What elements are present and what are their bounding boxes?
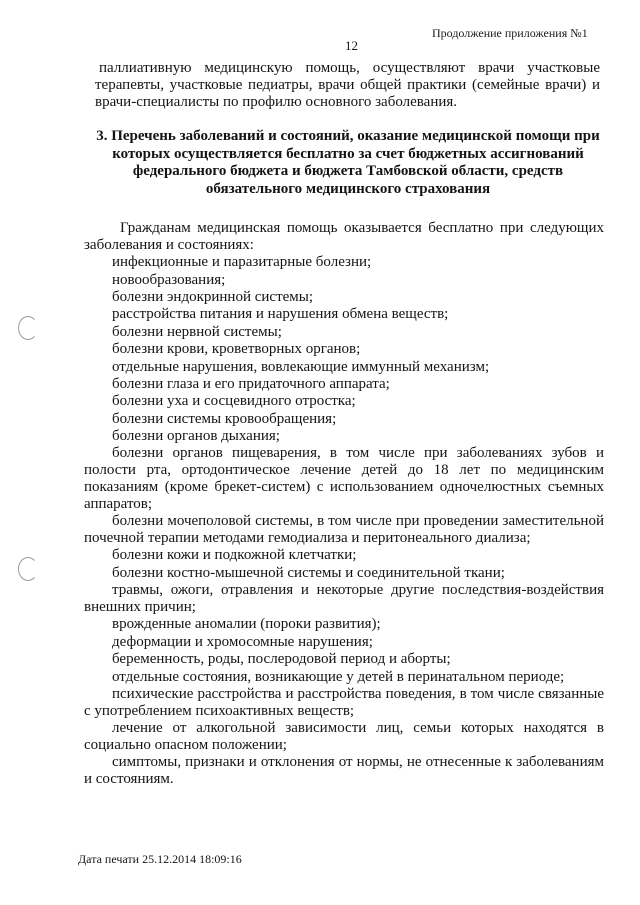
list-item: болезни системы кровообращения; <box>112 410 337 427</box>
print-date: Дата печати 25.12.2014 18:09:16 <box>78 852 242 866</box>
lead-paragraph: Гражданам медицинская помощь оказывается бесплатно при следующих заболевания и состояниях: <box>84 220 604 253</box>
list-item: деформации и хромосомные нарушения; <box>112 633 373 650</box>
diseases-list <box>84 220 604 789</box>
list-item: расстройства питания и нарушения обмена веществ; <box>112 306 449 323</box>
list-item: болезни органов пищеварения, в том числе при заболеваниях зубов и полости рта, ортодонтическое лечение детей до 18 лет по медицинским показаниям (кроме брекет-систем) с использованием одночелюстных съемных аппаратов; <box>84 445 604 512</box>
punch-hole-mark <box>18 557 38 581</box>
list-item: психические расстройства и расстройства поведения, в том числе связанные с употреблением психоактивных веществ; <box>84 685 604 719</box>
list-item: новообразования; <box>112 271 226 288</box>
list-item: болезни нервной системы; <box>112 323 282 340</box>
list-item: отдельные состояния, возникающие у детей в перинатальном периоде; <box>112 668 565 685</box>
list-item: лечение от алкогольной зависимости лиц, семьи которых находятся в социально опасном положении; <box>84 720 604 753</box>
list-item: болезни глаза и его придаточного аппарата; <box>112 375 390 392</box>
list-item: инфекционные и паразитарные болезни; <box>112 254 372 271</box>
section-heading: 3. Перечень заболеваний и состояний, оказание медицинской помощи при которых осуществляется бесплатно за счет бюджетных ассигнований федерального бюджета и бюджета Тамбовской области, средств обязательного медицинского страхования <box>96 128 600 197</box>
appendix-note: Продолжение приложения №1 <box>432 26 588 40</box>
list-item: симптомы, признаки и отклонения от нормы, не отнесенные к заболеваниям и состояниям. <box>84 754 604 788</box>
list-item: врожденные аномалии (пороки развития); <box>112 616 381 633</box>
page-number: 12 <box>345 38 358 53</box>
list-item: болезни костно-мышечной системы и соединительной ткани; <box>112 564 505 581</box>
punch-hole-mark <box>18 316 38 340</box>
list-item: болезни кожи и подкожной клетчатки; <box>112 547 357 564</box>
list-item: беременность, роды, послеродовой период и аборты; <box>112 651 451 668</box>
list-item: болезни крови, кроветворных органов; <box>112 341 361 358</box>
list-item: болезни органов дыхания; <box>112 428 280 445</box>
list-item: болезни уха и сосцевидного отростка; <box>112 393 356 410</box>
intro-paragraph: паллиативную медицинскую помощь, осуществляют врачи участковые терапевты, участковые педиатры, врачи общей практики (семейные врачи) и врачи-специалисты по профилю основного заболевания. <box>95 60 600 110</box>
list-item: отдельные нарушения, вовлекающие иммунный механизм; <box>112 358 490 375</box>
intro-paragraph-block <box>95 60 600 111</box>
list-item: болезни эндокринной системы; <box>112 288 314 305</box>
list-item: травмы, ожоги, отравления и некоторые другие последствия-воздействия внешних причин; <box>84 582 604 616</box>
list-item: болезни мочеполовой системы, в том числе при проведении заместительной почечной терапии методами гемодиализа и перитонеального диализа; <box>84 513 604 547</box>
